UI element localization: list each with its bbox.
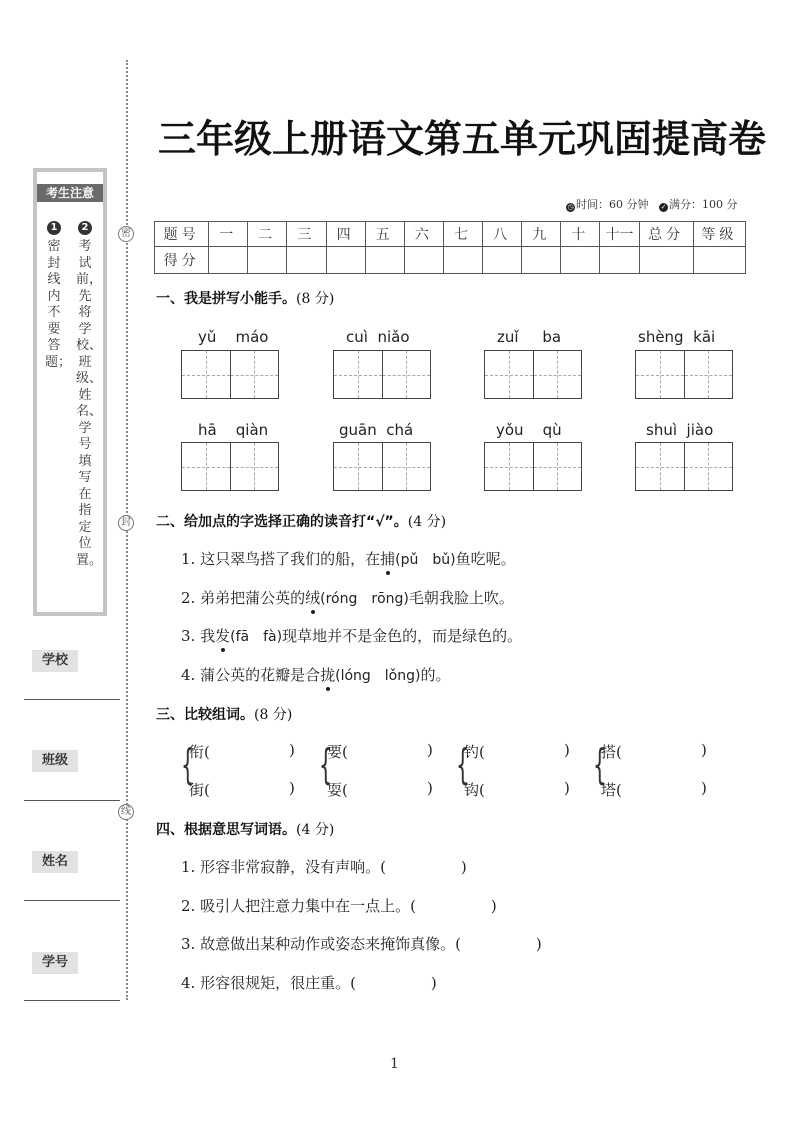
score-cell[interactable] [443,247,482,274]
page-number: 1 [390,1056,399,1072]
score-header-cell: 三 [287,222,326,247]
pinyin-options[interactable]: (róng rōng) [320,591,409,607]
group-brace: { [456,740,470,789]
question-2-2: 2. 弟弟把蒲公英的绒(róng rōng)毛朝我脸上吹。 [181,589,514,607]
section-3-title: 三、比较组词。 [156,707,254,723]
class-label: 班级 [32,750,78,772]
paren-close: ) [289,741,295,759]
compare-word[interactable]: 衔( [189,743,210,761]
compare-word[interactable]: 钩( [464,781,485,799]
school-line[interactable] [24,699,120,700]
score-header-cell: 十一 [600,222,639,247]
compare-word[interactable]: 塔( [601,781,622,799]
score-row-label: 得分 [155,247,209,274]
score-header-cell: 一 [209,222,248,247]
score-cell[interactable] [561,247,600,274]
paren-close: ) [701,741,707,759]
score-cell[interactable] [209,247,248,274]
writing-grid[interactable] [484,350,582,399]
pinyin-label: guān chá [339,421,414,439]
writing-grid[interactable] [181,442,279,491]
check-icon: ✓ [660,203,667,211]
writing-grid[interactable] [333,442,431,491]
pinyin-label: zuǐ ba [497,328,562,346]
pinyin-label: cuì niǎo [346,328,410,346]
full-score: 满分：100 分 [669,198,738,211]
section-2-title: 二、给加点的字选择正确的读音打“√”。 [156,514,408,530]
writing-grid[interactable] [333,350,431,399]
pinyin-label: yǔ máo [198,328,269,346]
paren-close: ) [427,779,433,797]
pinyin-label: hā qiàn [198,421,269,439]
pinyin-options[interactable]: (lóng lǒng) [335,668,421,684]
dotted-char: 绒 [305,589,321,607]
notice-text-2: 考试前，先将学校、班级、姓名、学号填写在指定位置。 [76,239,103,568]
score-header-cell: 六 [404,222,443,247]
writing-grid[interactable] [181,350,279,399]
question-4-1[interactable]: 1. 形容非常寂静，没有声响。( ) [181,858,467,876]
student-id-label: 学号 [32,952,78,974]
paren-close: ) [564,741,570,759]
dotted-char: 拢 [320,666,336,684]
paren-close: ) [289,779,295,797]
section-3-heading [156,704,292,724]
seal-mark-feng: 封 [118,515,134,531]
notice-title: 考生注意 [37,184,103,202]
question-4-3[interactable]: 3. 故意做出某种动作或姿态来掩饰真像。( ) [181,935,542,953]
paren-close: ) [564,779,570,797]
score-cell[interactable] [248,247,287,274]
section-4-heading [156,819,334,839]
clock-icon: ◷ [567,203,574,211]
question-2-4: 4. 蒲公英的花瓣是合拢(lóng lǒng)的。 [181,666,451,684]
seal-mark-xian: 线 [118,804,134,820]
group-brace: { [181,740,195,789]
pinyin-label: shèng kāi [638,328,716,346]
notice-number-2: 2 [78,221,92,235]
section-4-points: (4 分) [296,822,335,838]
section-1-title: 一、我是拼写小能手。 [156,291,296,307]
writing-grid[interactable] [635,442,733,491]
score-table [154,221,746,274]
notice-item-2 [76,219,103,569]
score-cell[interactable] [693,247,745,274]
question-4-4[interactable]: 4. 形容很规矩，很庄重。( ) [181,974,437,992]
section-2-points: (4 分) [407,514,447,530]
compare-word[interactable]: 街( [189,781,210,799]
writing-grid[interactable] [484,442,582,491]
pinyin-label: yǒu qù [496,421,562,439]
student-id-line[interactable] [24,1000,120,1001]
dotted-char: 发 [215,627,231,645]
score-cell[interactable] [522,247,561,274]
section-1-heading [156,288,334,308]
name-label: 姓名 [32,851,78,873]
class-line[interactable] [24,800,120,801]
school-label: 学校 [32,650,78,672]
score-header-cell: 七 [443,222,482,247]
score-header-cell: 等级 [693,222,745,247]
score-header-row [155,222,746,247]
score-cell[interactable] [287,247,326,274]
notice-number-1: 1 [47,221,61,235]
group-brace: { [593,740,607,789]
score-header-cell: 总分 [639,222,693,247]
score-header-cell: 五 [365,222,404,247]
score-cell[interactable] [404,247,443,274]
section-1-points: (8 分) [296,291,335,307]
writing-grid[interactable] [635,350,733,399]
compare-word[interactable]: 要( [327,743,348,761]
pinyin-options[interactable]: (pǔ bǔ) [395,552,456,568]
group-brace: { [319,740,333,789]
compare-word[interactable]: 搭( [601,743,622,761]
question-2-1: 1. 这只翠鸟搭了我们的船，在捕(pǔ bǔ)鱼吃呢。 [181,550,516,568]
name-line[interactable] [24,900,120,901]
score-cell[interactable] [365,247,404,274]
seal-mark-mi: 密 [118,226,134,242]
pinyin-options[interactable]: (fā fà) [230,629,283,645]
score-value-row [155,247,746,274]
score-cell[interactable] [600,247,639,274]
time-limit: 时间：60 分钟 [576,198,649,211]
score-cell[interactable] [326,247,365,274]
section-4-title: 四、根据意思写词语。 [156,822,296,838]
paren-close: ) [701,779,707,797]
score-header-cell: 题号 [155,222,209,247]
page-title: 三年级上册语文第五单元巩固提高卷 [158,116,767,161]
section-3-points: (8 分) [254,707,293,723]
paren-close: ) [427,741,433,759]
score-header-cell: 二 [248,222,287,247]
score-header-cell: 十 [561,222,600,247]
score-cell[interactable] [639,247,693,274]
notice-item-1 [45,219,72,371]
dotted-char: 捕 [380,550,396,568]
notice-text-1: 密封线内不要答题； [45,239,72,370]
compare-word[interactable]: 耍( [327,781,348,799]
compare-word[interactable]: 钓( [464,743,485,761]
exam-meta [566,196,738,212]
question-4-2[interactable]: 2. 吸引人把注意力集中在一点上。( ) [181,897,497,915]
pinyin-label: shuì jiào [646,421,714,439]
score-cell[interactable] [483,247,522,274]
question-2-3: 3. 我发(fā fà)现草地并不是金色的，而是绿色的。 [181,627,523,645]
section-2-heading [156,511,446,531]
score-header-cell: 四 [326,222,365,247]
score-header-cell: 九 [522,222,561,247]
score-header-cell: 八 [483,222,522,247]
